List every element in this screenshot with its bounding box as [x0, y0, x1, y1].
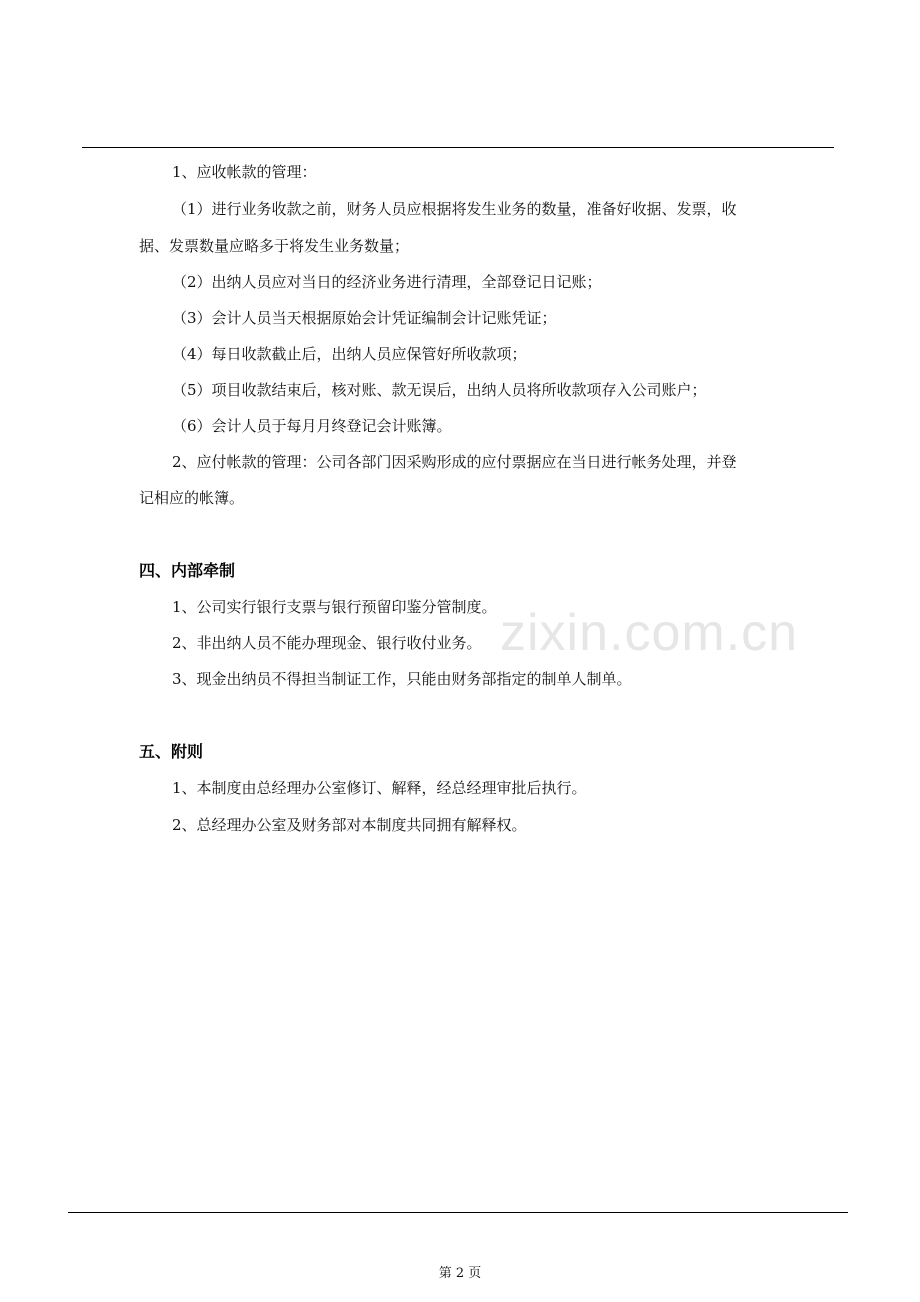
receivables-step-6: （6）会计人员于每月月终登记会计账簿。 [172, 417, 452, 435]
footer-rule [68, 1212, 848, 1213]
receivables-step-3: （3）会计人员当天根据原始会计凭证编制会计记账凭证； [172, 309, 557, 327]
payables-line-2: 记相应的帐簿。 [139, 489, 245, 507]
receivables-step-2: （2）出纳人员应对当日的经济业务进行清理，全部登记日记账； [172, 273, 602, 291]
payables-line-1: 2、应付帐款的管理：公司各部门因采购形成的应付票据应在当日进行帐务处理，并登 [172, 453, 737, 471]
receivables-step-5: （5）项目收款结束后，核对账、款无误后，出纳人员将所收款项存入公司账户； [172, 381, 707, 399]
receivables-heading: 1、应收帐款的管理： [172, 163, 317, 181]
receivables-step-1-line-2: 据、发票数量应略多于将发生业务数量； [139, 237, 410, 255]
internal-control-item-1: 1、公司实行银行支票与银行预留印鉴分管制度。 [172, 598, 497, 616]
internal-control-item-2: 2、非出纳人员不能办理现金、银行收付业务。 [172, 634, 482, 652]
watermark: zixin.com.cn [500, 604, 799, 662]
section-heading-internal-control: 四、内部牵制 [139, 561, 236, 580]
internal-control-item-3: 3、现金出纳员不得担当制证工作，只能由财务部指定的制单人制单。 [172, 670, 632, 688]
receivables-step-4: （4）每日收款截止后，出纳人员应保管好所收款项； [172, 345, 527, 363]
supplementary-item-2: 2、总经理办公室及财务部对本制度共同拥有解释权。 [172, 816, 527, 834]
receivables-step-1-line-1: （1）进行业务收款之前，财务人员应根据将发生业务的数量，准备好收据、发票，收 [172, 200, 737, 218]
section-heading-supplementary: 五、附则 [139, 742, 204, 761]
page-number: 第 2 页 [438, 1266, 482, 1281]
header-rule [82, 147, 834, 148]
supplementary-item-1: 1、本制度由总经理办公室修订、解释，经总经理审批后执行。 [172, 779, 587, 797]
